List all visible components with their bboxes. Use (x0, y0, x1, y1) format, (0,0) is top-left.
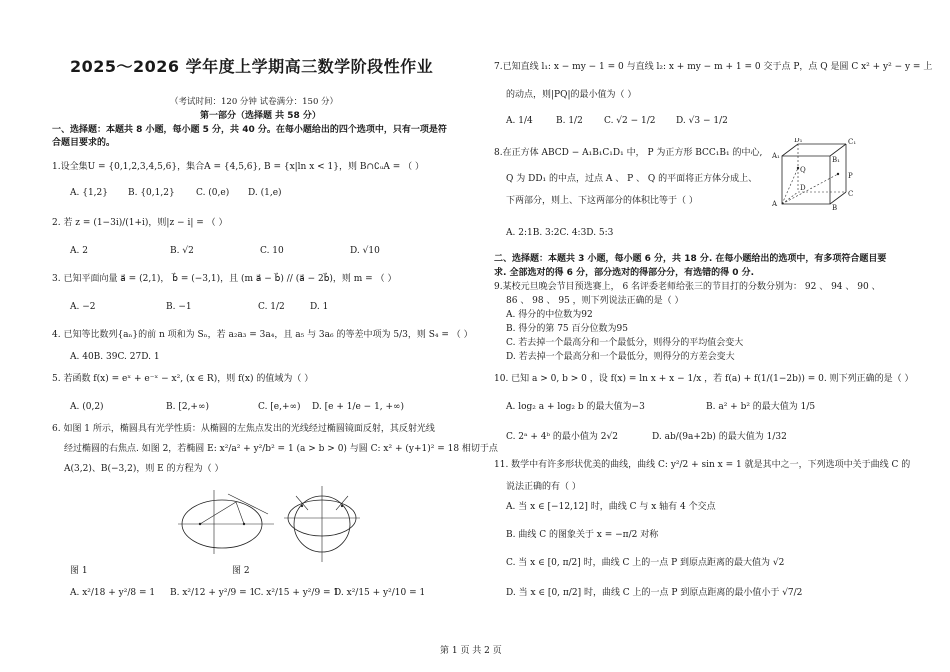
q7-option-a: A. 1/4 (506, 116, 533, 126)
page-title: 2025～2026 学年度上学期高三数学阶段性作业 (70, 57, 434, 76)
q1-option-c: C. (0,e) (196, 188, 230, 198)
figure-1-label: 图 1 (70, 566, 88, 576)
q11-option-c: C. 当 x ∈ [0, π/2] 时，曲线 C 上的一点 P 到原点距离的最大值为 √2 (506, 558, 785, 568)
q10-option-a: A. log₂ a + log₂ b 的最大值为−3 (506, 402, 645, 412)
q11-line1: 11. 数学中有许多形状优美的曲线，曲线 C: y²/2 + sin x = 1 就是其中之一，下列选项中关于曲线 C 的 (494, 460, 911, 470)
q1-option-d: D. (1,e) (248, 188, 282, 198)
q5-option-b: B. [2,+∞) (166, 402, 209, 412)
q11-option-a: A. 当 x ∈ [−12,12] 时，曲线 C 与 x 轴有 4 个交点 (506, 502, 716, 512)
cube-label-p: P (848, 172, 853, 180)
q9-line2: 86 、 98 、 95 ，则下列说法正确的是（ ） (506, 296, 684, 306)
section2-heading-line2: 求. 全部选对的得 6 分，部分选对的得部分分，有选错的得 0 分. (494, 268, 755, 278)
q8-options: A. 2:1B. 3:2C. 4:3D. 5:3 (506, 228, 614, 238)
q9-option-b: B. 得分的第 75 百分位数为95 (506, 324, 628, 334)
figure-2-ellipse-circle (282, 484, 362, 564)
q10-option-d: D. ab/(9a+2b) 的最大值为 1/32 (652, 432, 787, 442)
q8-line1: 8.在正方体 ABCD − A₁B₁C₁D₁ 中， P 为正方形 BCC₁B₁ 的中心, (494, 148, 763, 158)
section1-heading-line2: 合题目要求的。 (52, 138, 116, 148)
q8-line3: 下两部分，则上、下这两部分的体积比等于（ ） (506, 196, 698, 206)
q1-option-a: A. {1,2} (70, 188, 108, 198)
q3-stem: 3. 已知平面向量 a⃗ = (2,1)， b⃗ = (−3,1)，且 (m a⃗ − b⃗) // (a⃗ − 2b⃗)，则 m = （ ） (52, 274, 397, 284)
q6-line3: A(3,2)、B(−3,2)，则 E 的方程为（ ） (64, 464, 224, 474)
cube-label-a1: A₁ (772, 152, 780, 160)
q11-option-d: D. 当 x ∈ [0, π/2] 时，曲线 C 上的一点 P 到原点距离的最小值小于 √7/2 (506, 588, 803, 598)
q2-option-d: D. √10 (350, 246, 380, 256)
q9-option-d: D. 若去掉一个最高分和一个最低分，则得分的方差会变大 (506, 352, 735, 362)
q6-option-a: A. x²/18 + y²/8 = 1 (70, 588, 156, 598)
q6-option-b: B. x²/12 + y²/9 = 1 (170, 588, 256, 598)
cube-label-q: Q (800, 166, 806, 174)
q7-line2: 的动点，则|PQ|的最小值为（ ） (506, 90, 637, 100)
q4-stem: 4. 已知等比数列{aₙ}的前 n 项和为 Sₙ，若 a₂a₃ = 3a₄，且 a₅ 与 3a₆ 的等差中项为 5/3，则 S₄ = （ ） (52, 330, 473, 340)
q1-option-b: B. {0,1,2} (128, 188, 175, 198)
q5-option-a: A. (0,2) (70, 402, 104, 412)
section1-heading-line1: 一、选择题：本题共 8 小题，每小题 5 分，共 40 分。在每小题给出的四个选项中，只有一项是符 (52, 125, 447, 135)
q7-option-b: B. 1/2 (556, 116, 583, 126)
q3-option-a: A. −2 (70, 302, 96, 312)
cube-label-b: B (832, 204, 838, 210)
cube-label-d: D (800, 184, 806, 192)
cube-label-b1: B₁ (832, 156, 840, 164)
q6-line2: 经过椭圆的右焦点. 如图 2，若椭圆 E: x²/a² + y²/b² = 1 (a > b > 0) 与圆 C: x² + (y+1)² = 18 相切于点 (64, 444, 498, 454)
q9-line1: 9.某校元旦晚会节目预选赛上， 6 名评委老师给张三的节目打的分数分别为： 92 、 94 、 90 、 (494, 282, 881, 292)
q2-option-b: B. √2 (170, 246, 194, 256)
q4-options: A. 40B. 39C. 27D. 1 (70, 352, 160, 362)
cube-label-a: A (772, 200, 778, 208)
q5-option-d: D. [e + 1/e − 1, +∞) (312, 402, 405, 412)
q6-line1: 6. 如图 1 所示，椭圆具有光学性质：从椭圆的左焦点发出的光线经过椭圆镜面反射，其反射光线 (52, 424, 435, 434)
q8-line2: Q 为 DD₁ 的中点，过点 A 、 P 、 Q 的平面将正方体分成上、 (506, 174, 758, 184)
q3-option-d: D. 1 (310, 302, 329, 312)
section2-heading-line1: 二、选择题：本题共 3 小题，每小题 6 分，共 18 分. 在每小题给出的选项中，有多项符合题目要 (494, 254, 887, 264)
q10-option-b: B. a² + b² 的最大值为 1/5 (706, 402, 816, 412)
figure-1-ellipse (178, 488, 274, 554)
q11-line2: 说法正确的有（ ） (506, 482, 581, 492)
q2-stem: 2. 若 z = (1−3i)/(1+i)，则|z − i| = （ ） (52, 218, 228, 228)
q6-option-d: D. x²/15 + y²/10 = 1 (334, 588, 426, 598)
q10-stem: 10. 已知 a > 0, b > 0 ，设 f(x) = ln x + x − 1/x ，若 f(a) + f(1/(1−2b)) = 0. 则下列正确的是（ ） (494, 374, 914, 384)
q9-option-c: C. 若去掉一个最高分和一个最低分，则得分的平均值会变大 (506, 338, 744, 348)
q6-option-c: C. x²/15 + y²/9 = 1 (254, 588, 340, 598)
cube-label-c1: C₁ (848, 138, 857, 146)
q3-option-b: B. −1 (166, 302, 192, 312)
q5-option-c: C. [e,+∞) (258, 402, 301, 412)
q3-option-c: C. 1/2 (258, 302, 285, 312)
exam-info: （考试时间：120 分钟 试卷满分：150 分） (170, 97, 339, 107)
q2-option-a: A. 2 (70, 246, 88, 256)
figure-2-label: 图 2 (232, 566, 250, 576)
q11-option-b: B. 曲线 C 的图象关于 x = −π/2 对称 (506, 530, 659, 540)
cube-label-c: C (848, 190, 854, 198)
q7-option-c: C. √2 − 1/2 (604, 116, 656, 126)
part-title: 第一部分（选择题 共 58 分） (200, 111, 321, 121)
q5-stem: 5. 若函数 f(x) = eˣ + e⁻ˣ − x², (x ∈ R)，则 f(x) 的值域为（ ） (52, 374, 314, 384)
q7-line1: 7.已知直线 l₁: x − my − 1 = 0 与直线 l₂: x + my − m + 1 = 0 交于点 P，点 Q 是圆 C x² + y² − y = 上 (494, 62, 933, 72)
q1-stem: 1.设全集U = {0,1,2,3,4,5,6}，集合A = {4,5,6}, B = {x|ln x < 1}，则 B∩∁ᵤA = （ ） (52, 162, 424, 172)
page-number: 第 1 页 共 2 页 (440, 646, 502, 656)
q10-option-c: C. 2ᵃ + 4ᵇ 的最小值为 2√2 (506, 432, 618, 442)
q2-option-c: C. 10 (260, 246, 284, 256)
cube-label-d1: D₁ (794, 138, 803, 144)
figure-cube (768, 138, 860, 210)
q9-option-a: A. 得分的中位数为92 (506, 310, 593, 320)
q7-option-d: D. √3 − 1/2 (676, 116, 728, 126)
